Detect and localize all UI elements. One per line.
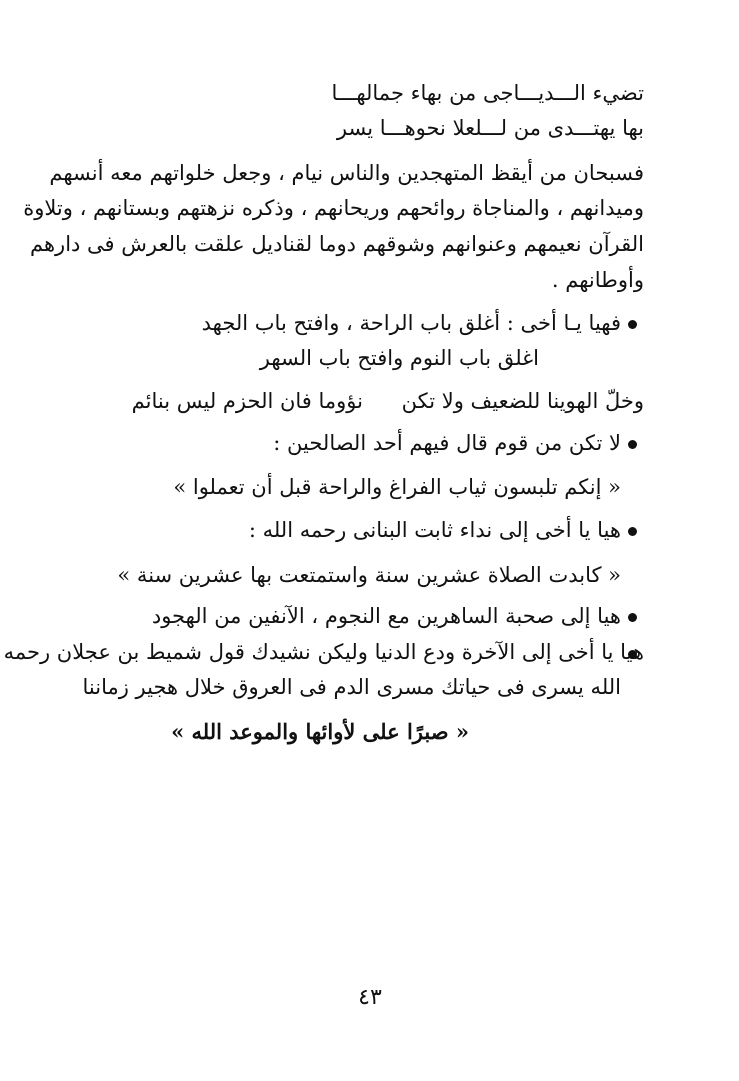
bullet-4-line-1: هيا إلى صحبة الساهرين مع النجوم ، الآنفين من الهجود xyxy=(151,604,621,628)
final-quote: « صبرًا على لأوائها والموعد الله » xyxy=(171,719,469,744)
bullet-2-line-1: لا تكن من قوم قال فيهم أحد الصالحين : xyxy=(273,431,621,455)
bullet-1-line-2: اغلق باب النوم وافتح باب السهر xyxy=(259,346,539,370)
bullet-5-line-2: الله يسرى فى حياتك مسرى الدم فى العروق خلال هجير زماننا xyxy=(82,675,621,699)
bullet-marker-1 xyxy=(628,320,637,329)
bullet-5-line-1: هيا يا أخى إلى الآخرة ودع الدنيا وليكن نشيدك قول شميط بن عجلان رحمه xyxy=(3,640,644,664)
bullet-3-quote: « كابدت الصلاة عشرين سنة واستمتعت بها عشرين سنة » xyxy=(117,563,621,587)
page-number: ٤٣ xyxy=(358,985,382,1010)
poem-verse-2: بها يهتـــدى من لـــلعلا نحوهـــا يسر xyxy=(336,116,644,140)
bullet-marker-2 xyxy=(628,440,637,449)
paragraph-line-3: القرآن نعيمهم وعنوانهم وشوقهم دوما لقناديل علقت بالعرش فى دارهم xyxy=(30,232,644,256)
bullet-marker-3 xyxy=(628,527,637,536)
verse-hemistich-1: وخلّ الهوينا للضعيف ولا تكن xyxy=(401,389,644,413)
paragraph-line-2: وميدانهم ، والمناجاة روائحهم وريحانهم ، وذكره نزهتهم وبستانهم ، وتلاوة xyxy=(23,196,644,220)
bullet-2-quote: « إنكم تلبسون ثياب الفراغ والراحة قبل أن تعملوا » xyxy=(173,475,621,499)
poem-verse-1: تضيء الـــديـــاجى من بهاء جمالهـــا xyxy=(331,81,644,105)
bullet-marker-4 xyxy=(628,613,637,622)
paragraph-line-4: وأوطانهم . xyxy=(551,268,644,292)
verse-hemistich-2: نؤوما فان الحزم ليس بنائم xyxy=(131,389,363,413)
bullet-1-line-1: فهيا يـا أخى : أغلق باب الراحة ، وافتح باب الجهد xyxy=(201,311,621,335)
bullet-3-line-1: هيا يا أخى إلى نداء ثابت البنانى رحمه الله : xyxy=(248,518,621,542)
paragraph-line-1: فسبحان من أيقظ المتهجدين والناس نيام ، وجعل خلواتهم معه أنسهم xyxy=(49,161,644,185)
